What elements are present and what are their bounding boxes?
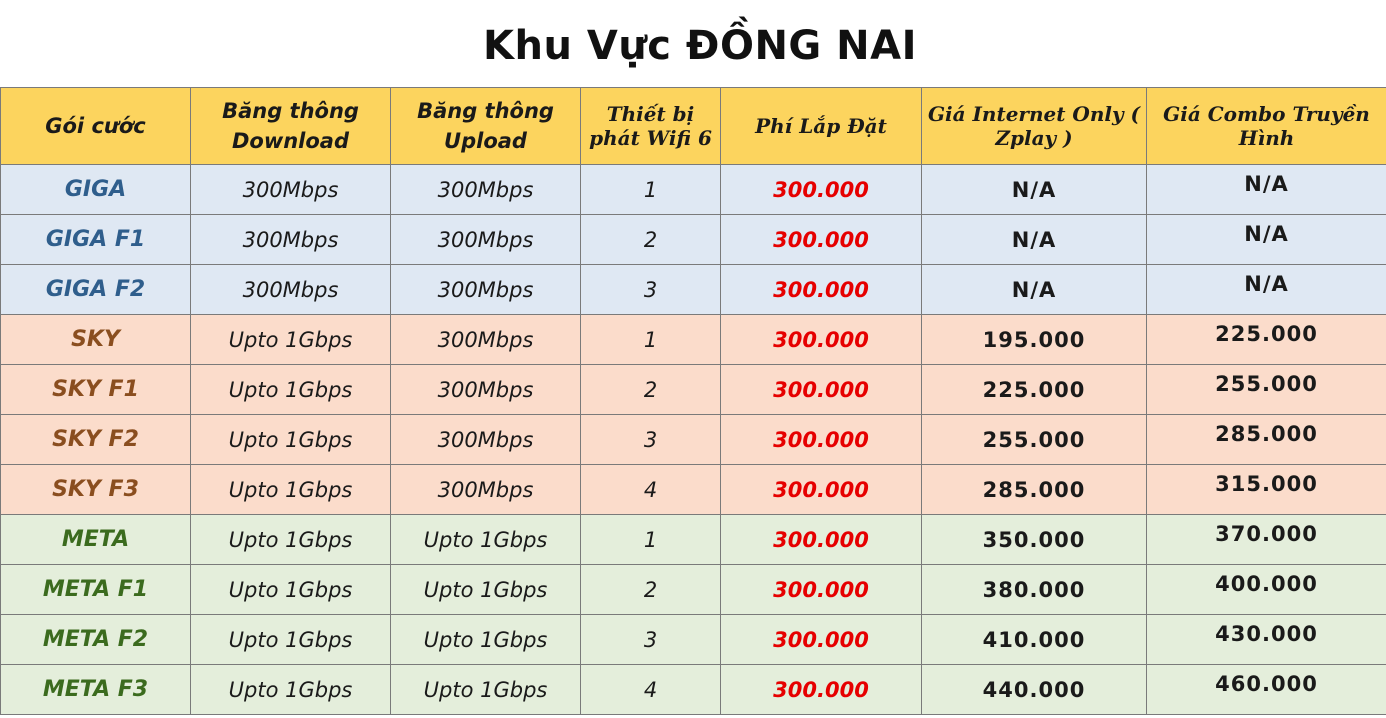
table-row xyxy=(1,165,1386,215)
download-speed-cell: Upto 1Gbps xyxy=(191,365,391,415)
table-row xyxy=(1,515,1386,565)
header-wifi-devices: Thiết bị phát Wifi 6 xyxy=(581,88,721,165)
combo-tv-price-cell: 225.000 xyxy=(1147,315,1386,365)
table-row xyxy=(1,665,1386,715)
plan-name-cell: SKY F3 xyxy=(1,465,191,515)
plan-name-cell: GIGA F2 xyxy=(1,265,191,315)
wifi-device-count-cell: 2 xyxy=(581,215,721,265)
upload-speed-cell: Upto 1Gbps xyxy=(391,565,581,615)
table-row xyxy=(1,565,1386,615)
internet-only-price-cell: 225.000 xyxy=(922,365,1147,415)
combo-tv-price-cell: 460.000 xyxy=(1147,665,1386,715)
install-fee-cell: 300.000 xyxy=(721,215,922,265)
table-row xyxy=(1,365,1386,415)
upload-speed-cell: Upto 1Gbps xyxy=(391,615,581,665)
download-speed-cell: 300Mbps xyxy=(191,165,391,215)
plan-name-cell: SKY xyxy=(1,315,191,365)
install-fee-cell: 300.000 xyxy=(721,615,922,665)
upload-speed-cell: 300Mbps xyxy=(391,315,581,365)
download-speed-cell: Upto 1Gbps xyxy=(191,415,391,465)
combo-tv-price-cell: 255.000 xyxy=(1147,365,1386,415)
upload-speed-cell: Upto 1Gbps xyxy=(391,665,581,715)
plan-name-cell: GIGA F1 xyxy=(1,215,191,265)
install-fee-cell: 300.000 xyxy=(721,465,922,515)
wifi-device-count-cell: 4 xyxy=(581,665,721,715)
header-upload: Băng thông Upload xyxy=(391,88,581,165)
combo-tv-price-cell: 430.000 xyxy=(1147,615,1386,665)
table-row xyxy=(1,415,1386,465)
combo-tv-price-cell: N/A xyxy=(1147,265,1386,315)
upload-speed-cell: 300Mbps xyxy=(391,415,581,465)
upload-speed-cell: 300Mbps xyxy=(391,265,581,315)
table-row xyxy=(1,265,1386,315)
header-download: Băng thông Download xyxy=(191,88,391,165)
plan-name-cell: META F3 xyxy=(1,665,191,715)
download-speed-cell: 300Mbps xyxy=(191,265,391,315)
internet-only-price-cell: 410.000 xyxy=(922,615,1147,665)
combo-tv-price-cell: 400.000 xyxy=(1147,565,1386,615)
upload-speed-cell: 300Mbps xyxy=(391,465,581,515)
download-speed-cell: Upto 1Gbps xyxy=(191,665,391,715)
internet-only-price-cell: 350.000 xyxy=(922,515,1147,565)
wifi-device-count-cell: 2 xyxy=(581,365,721,415)
combo-tv-price-cell: N/A xyxy=(1147,165,1386,215)
wifi-device-count-cell: 1 xyxy=(581,315,721,365)
install-fee-cell: 300.000 xyxy=(721,565,922,615)
plan-name-cell: SKY F2 xyxy=(1,415,191,465)
internet-only-price-cell: N/A xyxy=(922,215,1147,265)
wifi-device-count-cell: 1 xyxy=(581,165,721,215)
install-fee-cell: 300.000 xyxy=(721,165,922,215)
header-internet-only-price: Giá Internet Only ( Zplay ) xyxy=(922,88,1147,165)
page-title: Khu Vực ĐỒNG NAI xyxy=(482,23,917,69)
install-fee-cell: 300.000 xyxy=(721,265,922,315)
pricing-table xyxy=(0,87,1386,715)
install-fee-cell: 300.000 xyxy=(721,665,922,715)
wifi-device-count-cell: 3 xyxy=(581,615,721,665)
plan-name-cell: GIGA xyxy=(1,165,191,215)
plan-name-cell: META xyxy=(1,515,191,565)
internet-only-price-cell: 285.000 xyxy=(922,465,1147,515)
wifi-device-count-cell: 3 xyxy=(581,415,721,465)
wifi-device-count-cell: 1 xyxy=(581,515,721,565)
download-speed-cell: Upto 1Gbps xyxy=(191,315,391,365)
combo-tv-price-cell: 285.000 xyxy=(1147,415,1386,465)
download-speed-cell: Upto 1Gbps xyxy=(191,465,391,515)
table-row xyxy=(1,465,1386,515)
plan-name-cell: META F2 xyxy=(1,615,191,665)
combo-tv-price-cell: N/A xyxy=(1147,215,1386,265)
table-row xyxy=(1,215,1386,265)
upload-speed-cell: Upto 1Gbps xyxy=(391,515,581,565)
table-body xyxy=(1,165,1386,715)
plan-name-cell: SKY F1 xyxy=(1,365,191,415)
combo-tv-price-cell: 370.000 xyxy=(1147,515,1386,565)
install-fee-cell: 300.000 xyxy=(721,515,922,565)
table-header-row xyxy=(1,88,1386,165)
upload-speed-cell: 300Mbps xyxy=(391,365,581,415)
install-fee-cell: 300.000 xyxy=(721,415,922,465)
header-install-fee: Phí Lắp Đặt xyxy=(721,88,922,165)
download-speed-cell: Upto 1Gbps xyxy=(191,565,391,615)
wifi-device-count-cell: 3 xyxy=(581,265,721,315)
combo-tv-price-cell: 315.000 xyxy=(1147,465,1386,515)
upload-speed-cell: 300Mbps xyxy=(391,215,581,265)
plan-name-cell: META F1 xyxy=(1,565,191,615)
wifi-device-count-cell: 2 xyxy=(581,565,721,615)
header-plan: Gói cước xyxy=(1,88,191,165)
download-speed-cell: 300Mbps xyxy=(191,215,391,265)
table-row xyxy=(1,615,1386,665)
table-row xyxy=(1,315,1386,365)
download-speed-cell: Upto 1Gbps xyxy=(191,615,391,665)
internet-only-price-cell: N/A xyxy=(922,265,1147,315)
wifi-device-count-cell: 4 xyxy=(581,465,721,515)
upload-speed-cell: 300Mbps xyxy=(391,165,581,215)
download-speed-cell: Upto 1Gbps xyxy=(191,515,391,565)
internet-only-price-cell: 440.000 xyxy=(922,665,1147,715)
internet-only-price-cell: N/A xyxy=(922,165,1147,215)
internet-only-price-cell: 255.000 xyxy=(922,415,1147,465)
install-fee-cell: 300.000 xyxy=(721,365,922,415)
internet-only-price-cell: 195.000 xyxy=(922,315,1147,365)
install-fee-cell: 300.000 xyxy=(721,315,922,365)
internet-only-price-cell: 380.000 xyxy=(922,565,1147,615)
header-combo-tv-price: Giá Combo Truyền Hình xyxy=(1147,88,1386,165)
